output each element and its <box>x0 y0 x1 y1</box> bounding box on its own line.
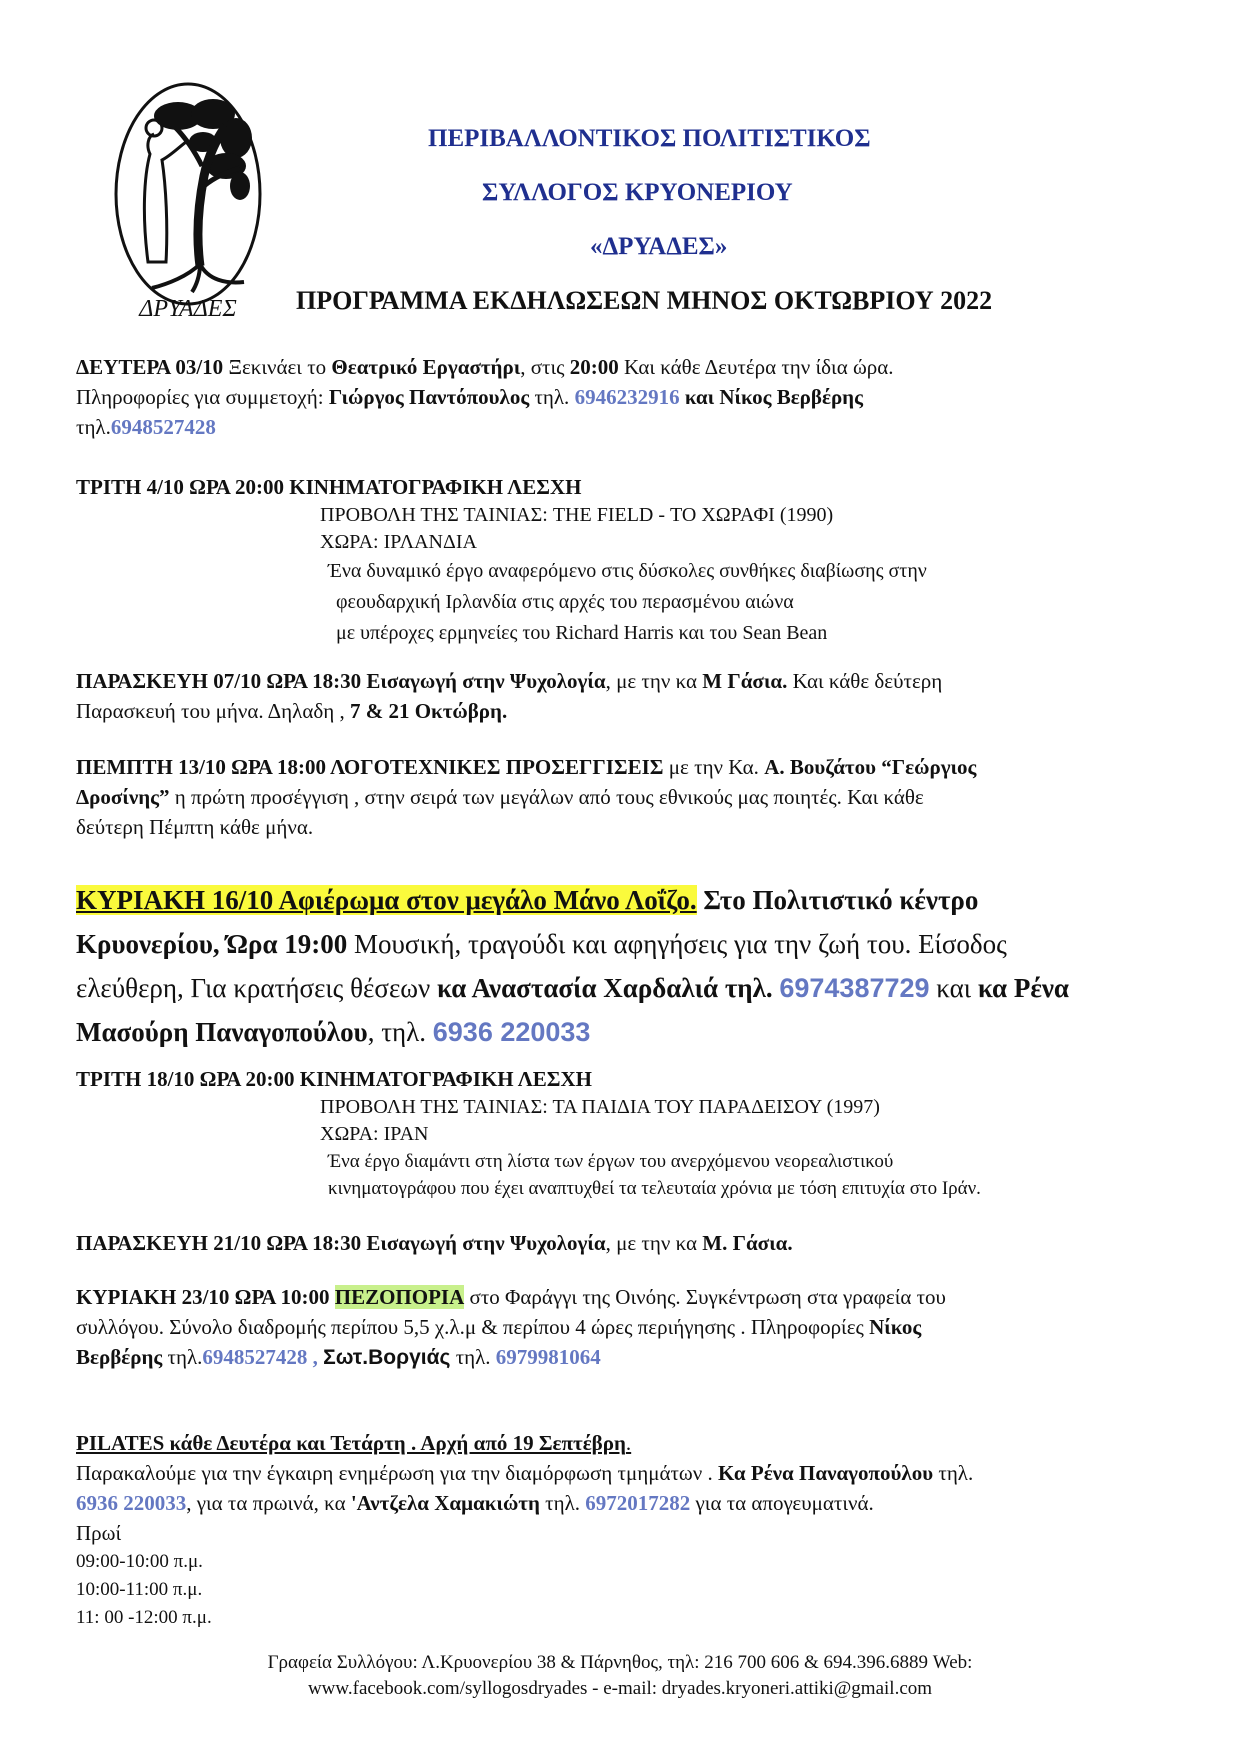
contact-name: Α. Βουζάτου “Γεώργιος <box>764 755 977 779</box>
event-title: ΠΑΡΑΣΚΕΥΗ 07/10 ΩΡΑ 18:30 Εισαγωγή στην Ψυχολογία <box>76 669 606 693</box>
pilates-title: PILATES κάθε Δευτέρα και Τετάρτη . Αρχή από 19 Σεπτέβρη <box>76 1431 626 1455</box>
event-title: ΤΡΙΤΗ 4/10 ΩΡΑ 20:00 ΚΙΝΗΜΑΤΟΓΡΑΦΙΚΗ ΛΕΣΧΗ <box>76 475 582 499</box>
pilates-text: για τα απογευματινά. <box>690 1491 874 1515</box>
event-time: 20:00 <box>569 355 619 379</box>
footer <box>0 1650 1240 1702</box>
event-film-club-1 <box>76 472 1166 649</box>
tree-and-woman-icon <box>108 76 268 324</box>
contact-name: Νίκος <box>869 1315 922 1339</box>
pilates-text: τηλ. <box>539 1491 586 1515</box>
film-description: Ένα δυναμικό έργο αναφερόμενο στις δύσκολες συνθήκες διαβίωσης στην <box>328 560 927 582</box>
event-psychology-1 <box>76 666 1166 726</box>
event-text: συλλόγου. Σύνολο διαδρομής περίπου 5,5 χ.λ.μ & περίπου 4 ώρες περιήγησης . Πληροφορίες <box>76 1315 870 1339</box>
phone-number: 6974387729 <box>779 973 930 1003</box>
event-text: ελεύθερη, Για κρατήσεις θέσεων <box>76 973 438 1003</box>
event-text: στο Φαράγγι της Οινόης. Συγκέντρωση στα γραφεία του <box>464 1285 946 1309</box>
contact-name: Γιώργος Παντόπουλος <box>328 385 530 409</box>
event-theatre-workshop <box>76 352 1166 442</box>
event-text: , με την κα <box>605 1231 703 1255</box>
header-line-2: ΣΥΛΛΟΓΟΣ ΚΡΥΟΝΕΡΙΟΥ <box>482 179 793 206</box>
pilates-title-end: . <box>625 1431 632 1455</box>
phone-number: 6948527428 <box>110 415 216 439</box>
morning-label: Πρωί <box>76 1521 122 1545</box>
phone-number: 6948527428 , <box>202 1345 324 1369</box>
film-country: ΧΩΡΑ: ΙΡΛΑΝΔΙΑ <box>320 531 477 553</box>
event-title: ΤΡΙΤΗ 18/10 ΩΡΑ 20:00 ΚΙΝΗΜΑΤΟΓΡΑΦΙΚΗ ΛΕΣΧΗ <box>76 1067 593 1091</box>
event-date: ΚΥΡΙΑΚΗ 23/10 ΩΡΑ 10:00 <box>76 1285 335 1309</box>
phone-number: 6936 220033 <box>76 1491 187 1515</box>
event-text: δεύτερη Πέμπτη κάθε μήνα. <box>76 815 314 839</box>
event-title: ΠΕΜΠΤΗ 13/10 ΩΡΑ 18:00 ΛΟΓΟΤΕΧΝΙΚΕΣ ΠΡΟΣΕΓΓΙΣΕΙΣ <box>76 755 664 779</box>
contact-name: και Νίκος Βερβέρης <box>679 385 863 409</box>
event-text: τηλ. <box>529 385 575 409</box>
event-date: ΔΕΥΤΕΡΑ 03/10 <box>76 355 224 379</box>
event-text: Παρασκευή του μήνα. Δηλαδη , <box>76 699 350 723</box>
header-line-3: «ΔΡΥΑΔΕΣ» <box>590 233 728 260</box>
event-title: ΚΥΡΙΑΚΗ 16/10 Αφιέρωμα στον μεγάλο Μάνο Λοΐζο. <box>76 885 697 915</box>
logo <box>108 76 268 324</box>
header-line-1: ΠΕΡΙΒΑΛΛΟΝΤΙΚΟΣ ΠΟΛΙΤΙΣΤΙΚΟΣ <box>428 125 871 152</box>
event-psychology-2 <box>76 1228 1166 1258</box>
event-hiking <box>76 1282 1166 1373</box>
footer-contacts: www.facebook.com/syllogosdryades - e-mail: dryades.kryoneri.attiki@gmail.com <box>307 1678 933 1699</box>
time-slot: 09:00-10:00 π.μ. <box>76 1551 203 1572</box>
phone-number: 6946232916 <box>574 385 680 409</box>
event-title: ΠΑΡΑΣΚΕΥΗ 21/10 ΩΡΑ 18:30 Εισαγωγή στην Ψυχολογία <box>76 1231 606 1255</box>
event-text: Και κάθε Δευτέρα την ίδια ώρα. <box>618 355 894 379</box>
event-text: , τηλ. <box>367 1017 433 1047</box>
film-country: ΧΩΡΑ: ΙΡΑΝ <box>320 1123 429 1145</box>
event-text: Ξεκινάει το <box>223 355 332 379</box>
contact-name: Κα Ρένα Παναγοπούλου <box>717 1461 934 1485</box>
contact-name: Μασούρη Παναγοπούλου <box>76 1017 368 1047</box>
event-text: τηλ. <box>162 1345 203 1369</box>
event-text: , στις <box>520 355 570 379</box>
pilates-text: τηλ. <box>933 1461 974 1485</box>
event-text: , με την κα <box>605 669 703 693</box>
film-description: φεουδαρχική Ιρλανδία στις αρχές του περασμένου αιώνα <box>336 591 794 613</box>
event-film-club-2 <box>76 1064 1166 1202</box>
event-text: τηλ. <box>450 1345 496 1369</box>
event-literature <box>76 752 1166 842</box>
event-text: Και κάθε δεύτερη <box>787 669 943 693</box>
contact-name: Βερβέρης <box>76 1345 163 1369</box>
contact-name: Σωτ.Βοργιάς <box>323 1346 451 1369</box>
event-venue: Κρυονερίου, Ώρα 19:00 <box>76 929 348 959</box>
event-title: Θεατρικό Εργαστήρι <box>331 355 521 379</box>
film-title: ΠΡΟΒΟΛΗ ΤΗΣ ΤΑΙΝΙΑΣ: THE FIELD - ΤΟ ΧΩΡΑΦΙ (1990) <box>320 504 834 526</box>
event-text: με την Κα. <box>663 755 765 779</box>
contact-name: Μ Γάσια. <box>702 669 788 693</box>
phone-number: 6979981064 <box>495 1345 601 1369</box>
event-title: ΠΕΖΟΠΟΡΙΑ <box>334 1285 465 1309</box>
pilates-section <box>76 1428 1166 1632</box>
time-slot: 11: 00 -12:00 π.μ. <box>76 1607 212 1628</box>
film-description: κινηματογράφου που έχει αναπτυχθεί τα τελευταία χρόνια με τόση επιτυχία στο Ιράν. <box>328 1178 981 1199</box>
contact-name: κα Ρένα <box>977 973 1070 1003</box>
contact-name: 'Αντζελα Χαμακιώτη <box>350 1491 540 1515</box>
poet-name: Δροσίνης” <box>76 785 170 809</box>
film-title: ΠΡΟΒΟΛΗ ΤΗΣ ΤΑΙΝΙΑΣ: ΤΑ ΠΑΙΔΙΑ ΤΟΥ ΠΑΡΑΔΕΙΣΟΥ (1997) <box>320 1096 880 1118</box>
page-title: ΠΡΟΓΡΑΜΜΑ ΕΚΔΗΛΩΣΕΩΝ ΜΗΝΟΣ ΟΚΤΩΒΡΙΟΥ 2022 <box>296 286 993 315</box>
contact-name: Μ. Γάσια. <box>702 1231 793 1255</box>
time-slot: 10:00-11:00 π.μ. <box>76 1579 203 1600</box>
film-description: με υπέροχες ερμηνείες του Richard Harris και του Sean Bean <box>336 622 828 644</box>
event-text: και <box>929 973 978 1003</box>
event-dates: 7 & 21 Οκτώβρη. <box>349 699 508 723</box>
event-venue: Στο Πολιτιστικό κέντρο <box>696 885 979 915</box>
event-text: τηλ. <box>76 415 111 439</box>
event-text: Πληροφορίες για συμμετοχή: <box>76 385 329 409</box>
event-loizos-tribute <box>76 878 1166 1054</box>
footer-address: Γραφεία Συλλόγου: Λ.Κρυονερίου 38 & Πάρνηθος, τηλ: 216 700 606 & 694.396.6889 Web: <box>267 1652 973 1673</box>
phone-number: 6936 220033 <box>432 1017 591 1047</box>
logo-caption: ΔΡΥΑΔΕΣ <box>139 296 237 322</box>
film-description: Ένα έργο διαμάντι στη λίστα των έργων του ανερχόμενου νεορεαλιστικού <box>328 1151 894 1172</box>
contact-name: κα Αναστασία Χαρδαλιά τηλ. <box>437 973 780 1003</box>
phone-number: 6972017282 <box>585 1491 691 1515</box>
page-header <box>260 112 1160 328</box>
event-text: Μουσική, τραγούδι και αφηγήσεις για την ζωή του. Είσοδος <box>347 929 1007 959</box>
pilates-text: Παρακαλούμε για την έγκαιρη ενημέρωση για την διαμόρφωση τμημάτων . <box>76 1461 718 1485</box>
event-text: η πρώτη προσέγγιση , στην σειρά των μεγάλων από τους εθνικούς μας ποιητές. Και κάθε <box>169 785 924 809</box>
pilates-text: , για τα πρωινά, κα <box>186 1491 351 1515</box>
